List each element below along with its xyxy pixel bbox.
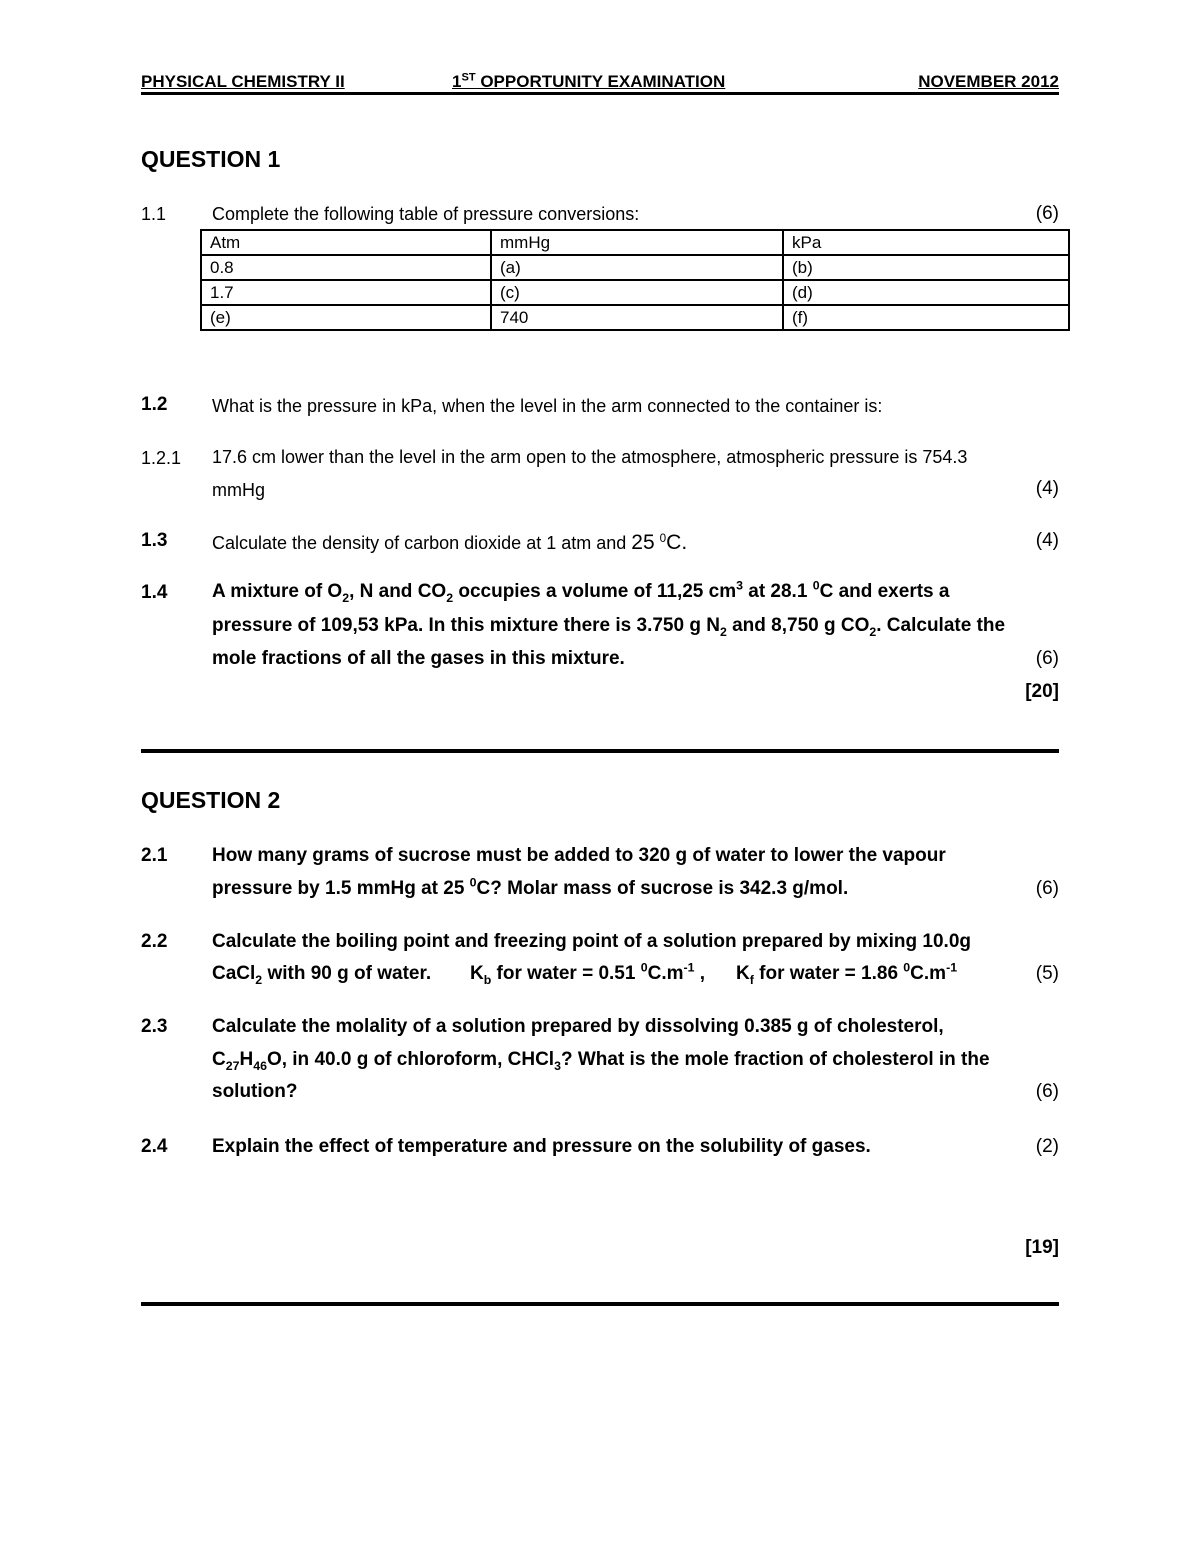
section-divider xyxy=(141,749,1059,753)
table-row xyxy=(201,305,1069,330)
q2-total: [19] xyxy=(1025,1237,1059,1258)
q1-2-1-text-line1: 17.6 cm lower than the level in the arm open to the atmosphere, atmospheric pressure is 754.3 xyxy=(212,447,968,467)
course-title: PHYSICAL CHEMISTRY II xyxy=(141,72,345,91)
table-row xyxy=(201,280,1069,305)
q2-2-kf-constant: $K_f$ for water = 1.86 $^0C.m^{-1}$ xyxy=(736,960,958,987)
table-header-cell: kPa xyxy=(783,230,1069,255)
exam-title: 1ST OPPORTUNITY EXAMINATION xyxy=(452,71,726,91)
question-1-title: QUESTION 1 xyxy=(141,146,281,172)
exam-date: NOVEMBER 2012 xyxy=(918,72,1059,91)
table-cell: 1.7 xyxy=(201,280,491,305)
q2-2-kb-constant: $K_b$ for water = 0.51 $^0C.m^{-1}$ , xyxy=(470,960,706,987)
q2-1-text-line2: pressure by 1.5 mmHg at 25 $^0$C? Molar mass of sucrose is 342.3 g/mol. xyxy=(212,875,849,899)
q2-1-number: 2.1 xyxy=(141,845,168,866)
q1-total: [20] xyxy=(1025,681,1059,702)
q1-2-number: 1.2 xyxy=(141,394,168,415)
q2-4-number: 2.4 xyxy=(141,1136,168,1157)
q2-3-text-line3: solution? xyxy=(212,1081,298,1102)
q1-2-1-marks: (4) xyxy=(1035,478,1059,499)
q1-3-marks: (4) xyxy=(1035,530,1059,551)
q2-2-marks: (5) xyxy=(1035,963,1059,984)
q1-2-1-number: 1.2.1 xyxy=(141,448,182,468)
table-header-cell: mmHg xyxy=(491,230,783,255)
q2-3-number: 2.3 xyxy=(141,1016,168,1037)
table-cell: 0.8 xyxy=(201,255,491,280)
table-cell: (a) xyxy=(491,255,783,280)
q2-2-text-line2: CaCl$_2$ with 90 g of water. xyxy=(212,963,432,987)
q2-3-marks: (6) xyxy=(1035,1081,1059,1102)
q1-4-number: 1.4 xyxy=(141,582,168,603)
q1-2-1-text-line2: mmHg xyxy=(212,480,265,500)
q2-3-text-line1: Calculate the molality of a solution prepared by dissolving 0.385 g of cholesterol, xyxy=(212,1016,944,1037)
pressure-conversion-table xyxy=(200,229,1070,331)
section-divider xyxy=(141,1302,1059,1306)
q1-4-text-line1: A mixture of $O_2$, N and $CO_2$ occupies a volume of 11,25 $cm^3$ at 28.1 $^0$C and exerts a xyxy=(212,578,950,605)
table-header-cell: Atm xyxy=(201,230,491,255)
q2-1-text-line1: How many grams of sucrose must be added to 320 g of water to lower the vapour xyxy=(212,845,946,866)
q2-4-marks: (2) xyxy=(1035,1136,1059,1157)
q1-3-number: 1.3 xyxy=(141,530,168,551)
table-row xyxy=(201,255,1069,280)
q1-4-text-line2: pressure of 109,53 kPa. In this mixture there is 3.750 g $N_2$ and 8,750 g $CO_2$. Calculate the xyxy=(212,615,1006,639)
table-header-row xyxy=(201,230,1069,255)
q1-1-number: 1.1 xyxy=(141,204,167,224)
table-cell: (d) xyxy=(783,280,1069,305)
q1-2-text: What is the pressure in kPa, when the level in the arm connected to the container is: xyxy=(212,396,883,416)
q2-2-text-line1: Calculate the boiling point and freezing point of a solution prepared by mixing 10.0g xyxy=(212,931,972,952)
table-cell: (c) xyxy=(491,280,783,305)
q2-4-text: Explain the effect of temperature and pressure on the solubility of gases. xyxy=(212,1136,871,1157)
question-2-title: QUESTION 2 xyxy=(141,787,281,813)
q1-3-text: Calculate the density of carbon dioxide at 1 atm and 25 $^0$C. xyxy=(212,531,688,554)
table-cell: (f) xyxy=(783,305,1069,330)
q1-4-marks: (6) xyxy=(1035,648,1059,669)
q2-2-number: 2.2 xyxy=(141,931,168,952)
table-cell: (b) xyxy=(783,255,1069,280)
q1-4-text-line3: mole fractions of all the gases in this mixture. xyxy=(212,648,625,669)
table-cell: (e) xyxy=(201,305,491,330)
q2-3-text-line2: $C_{27}H_{46}O$, in 40.0 g of chloroform, CHCl$_3$? What is the mole fraction of cholesterol in the xyxy=(212,1049,990,1073)
table-cell: 740 xyxy=(491,305,783,330)
q1-1-text: Complete the following table of pressure conversions: xyxy=(212,204,640,224)
header-rule xyxy=(141,92,1059,95)
q1-1-marks: (6) xyxy=(1035,203,1059,224)
q2-1-marks: (6) xyxy=(1035,878,1059,899)
